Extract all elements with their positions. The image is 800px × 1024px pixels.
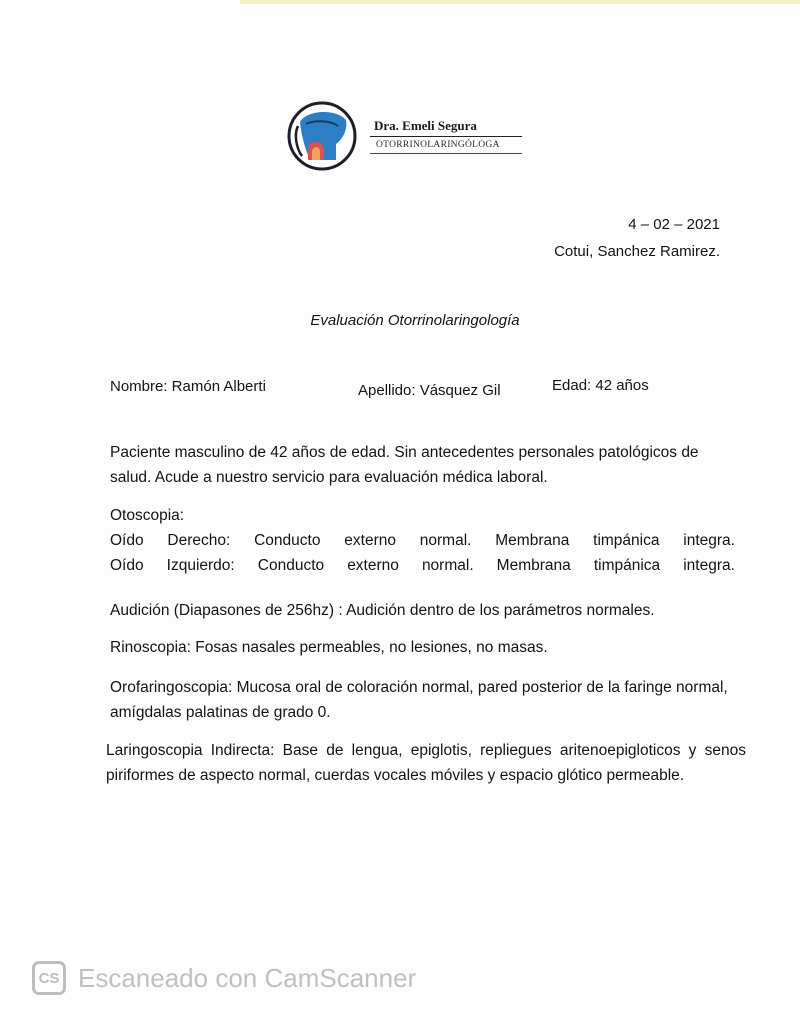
- word: Membrana: [495, 532, 570, 549]
- word: Oído: [110, 532, 144, 549]
- oropharyngoscopy-finding: Orofaringoscopia: Mucosa oral de coloración normal, pared posterior de la faringe normal, amígdalas palatinas de grado 0.: [110, 679, 728, 721]
- letterhead-underline: [370, 153, 522, 154]
- document-title: Evaluación Otorrinolaringología: [310, 312, 520, 329]
- audition-finding: Audición (Diapasones de 256hz) : Audición dentro de los parámetros normales.: [110, 602, 655, 619]
- page-edge-tint: [240, 0, 800, 4]
- document-date: 4 – 02 – 2021: [628, 216, 720, 233]
- word: timpánica: [593, 557, 661, 574]
- word: integra.: [683, 557, 735, 574]
- left-ear-finding: [110, 553, 735, 578]
- word: externo: [344, 532, 396, 549]
- document-location: Cotui, Sanchez Ramirez.: [554, 243, 720, 260]
- word: Conducto: [257, 557, 325, 574]
- letterhead-divider: [370, 136, 522, 137]
- word: normal.: [419, 532, 472, 549]
- word: Derecho:: [167, 532, 231, 549]
- rhinoscopy-finding: Rinoscopia: Fosas nasales permeables, no lesiones, no masas.: [110, 639, 548, 656]
- word: Oído: [110, 557, 144, 574]
- otoscopy-heading: Otoscopia:: [110, 507, 185, 524]
- doctor-specialty: OTORRINOLARINGÓLOGA: [376, 140, 500, 150]
- word: Membrana: [496, 557, 571, 574]
- laryngoscopy-finding: Laringoscopia Indirecta: Base de lengua, epiglotis, repliegues aritenoepigloticos y senos piriformes de aspecto normal, cuerdas vocales móviles y espacio glótico permeable.: [106, 742, 746, 784]
- letterhead: [286, 100, 536, 172]
- otoscopy-section: [110, 503, 735, 578]
- patient-name: Nombre: Ramón Alberti: [110, 378, 266, 395]
- word: timpánica: [593, 532, 660, 549]
- word: integra.: [683, 532, 735, 549]
- watermark-text: Escaneado con CamScanner: [78, 962, 417, 993]
- patient-history-paragraph: Paciente masculino de 42 años de edad. Sin antecedentes personales patológicos de salud. Acude a nuestro servicio para evaluación médica laboral.: [110, 444, 699, 486]
- word: externo: [347, 557, 399, 574]
- clinic-logo-icon: [286, 100, 358, 172]
- camscanner-watermark: [32, 958, 416, 998]
- word: Izquierdo:: [166, 557, 235, 574]
- camscanner-logo-icon: CS: [32, 961, 66, 995]
- word: Conducto: [254, 532, 321, 549]
- patient-surname: Apellido: Vásquez Gil: [358, 382, 501, 399]
- doctor-name: Dra. Emeli Segura: [374, 118, 477, 133]
- right-ear-finding: [110, 528, 735, 553]
- patient-age: Edad: 42 años: [552, 377, 649, 394]
- word: normal.: [421, 557, 474, 574]
